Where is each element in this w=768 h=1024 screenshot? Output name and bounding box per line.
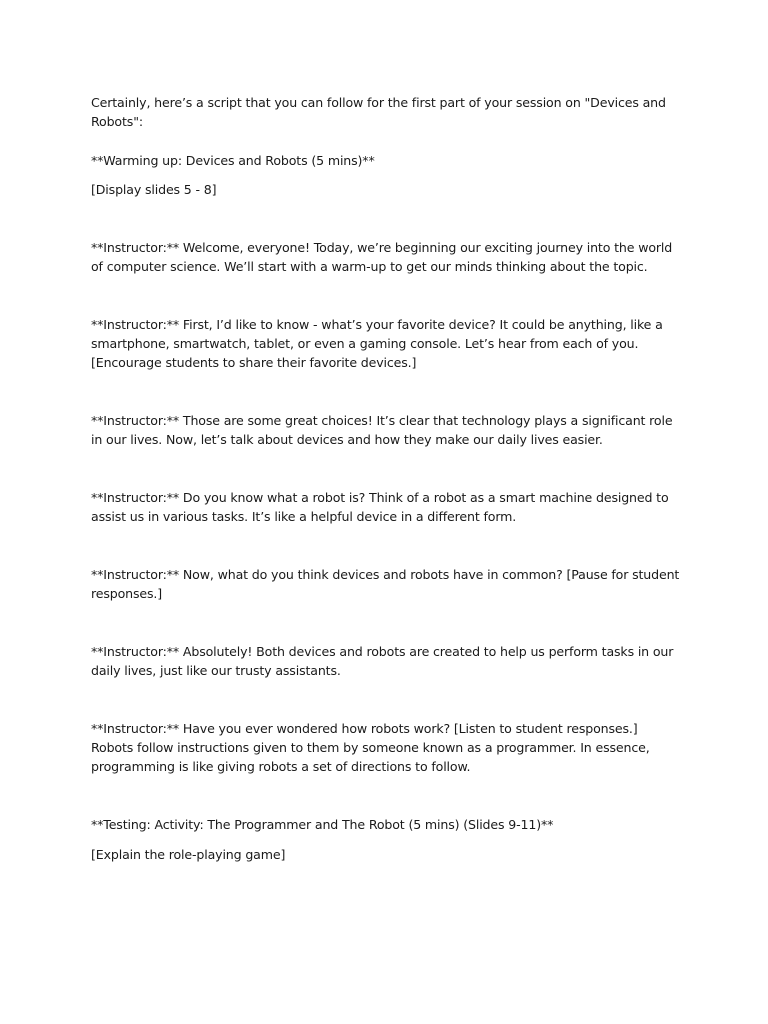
instructor-paragraph-in-common: **Instructor:** Now, what do you think devices and robots have in common? [Pause for student responses.] bbox=[91, 567, 680, 601]
section-heading-testing-activity: **Testing: Activity: The Programmer and The Robot (5 mins) (Slides 9-11)** bbox=[91, 817, 554, 832]
instructor-paragraph-welcome: **Instructor:** Welcome, everyone! Today, we’re beginning our exciting journey into the world of computer science. We’ll start with a warm-up to get our minds thinking about the topic. bbox=[91, 240, 673, 274]
stage-direction-display-slides: [Display slides 5 - 8] bbox=[91, 182, 217, 197]
instructor-paragraph-how-robots-work: **Instructor:** Have you ever wondered how robots work? [Listen to student responses.] Robots follow instructions given to them by someone known as a programmer. In essence, programming is like giving robots a set of directions to follow. bbox=[91, 721, 650, 774]
instructor-paragraph-absolutely: **Instructor:** Absolutely! Both devices and robots are created to help us perform tasks in our daily lives, just like our trusty assistants. bbox=[91, 644, 674, 678]
section-heading-warming-up: **Warming up: Devices and Robots (5 mins)** bbox=[91, 153, 375, 168]
instructor-paragraph-what-is-robot: **Instructor:** Do you know what a robot is? Think of a robot as a smart machine designed to assist us in various tasks. It’s like a helpful device in a different form. bbox=[91, 490, 669, 524]
intro-paragraph: Certainly, here’s a script that you can follow for the first part of your session on "Devices and Robots": bbox=[91, 95, 666, 129]
instructor-paragraph-favorite-device: **Instructor:** First, I’d like to know - what’s your favorite device? It could be anything, like a smartphone, smartwatch, tablet, or even a gaming console. Let’s hear from each of you. [Encourage students to share their favorite devices.] bbox=[91, 317, 663, 370]
instructor-paragraph-great-choices: **Instructor:** Those are some great choices! It’s clear that technology plays a significant role in our lives. Now, let’s talk about devices and how they make our daily lives easier. bbox=[91, 413, 673, 447]
stage-direction-explain-game: [Explain the role-playing game] bbox=[91, 847, 286, 862]
